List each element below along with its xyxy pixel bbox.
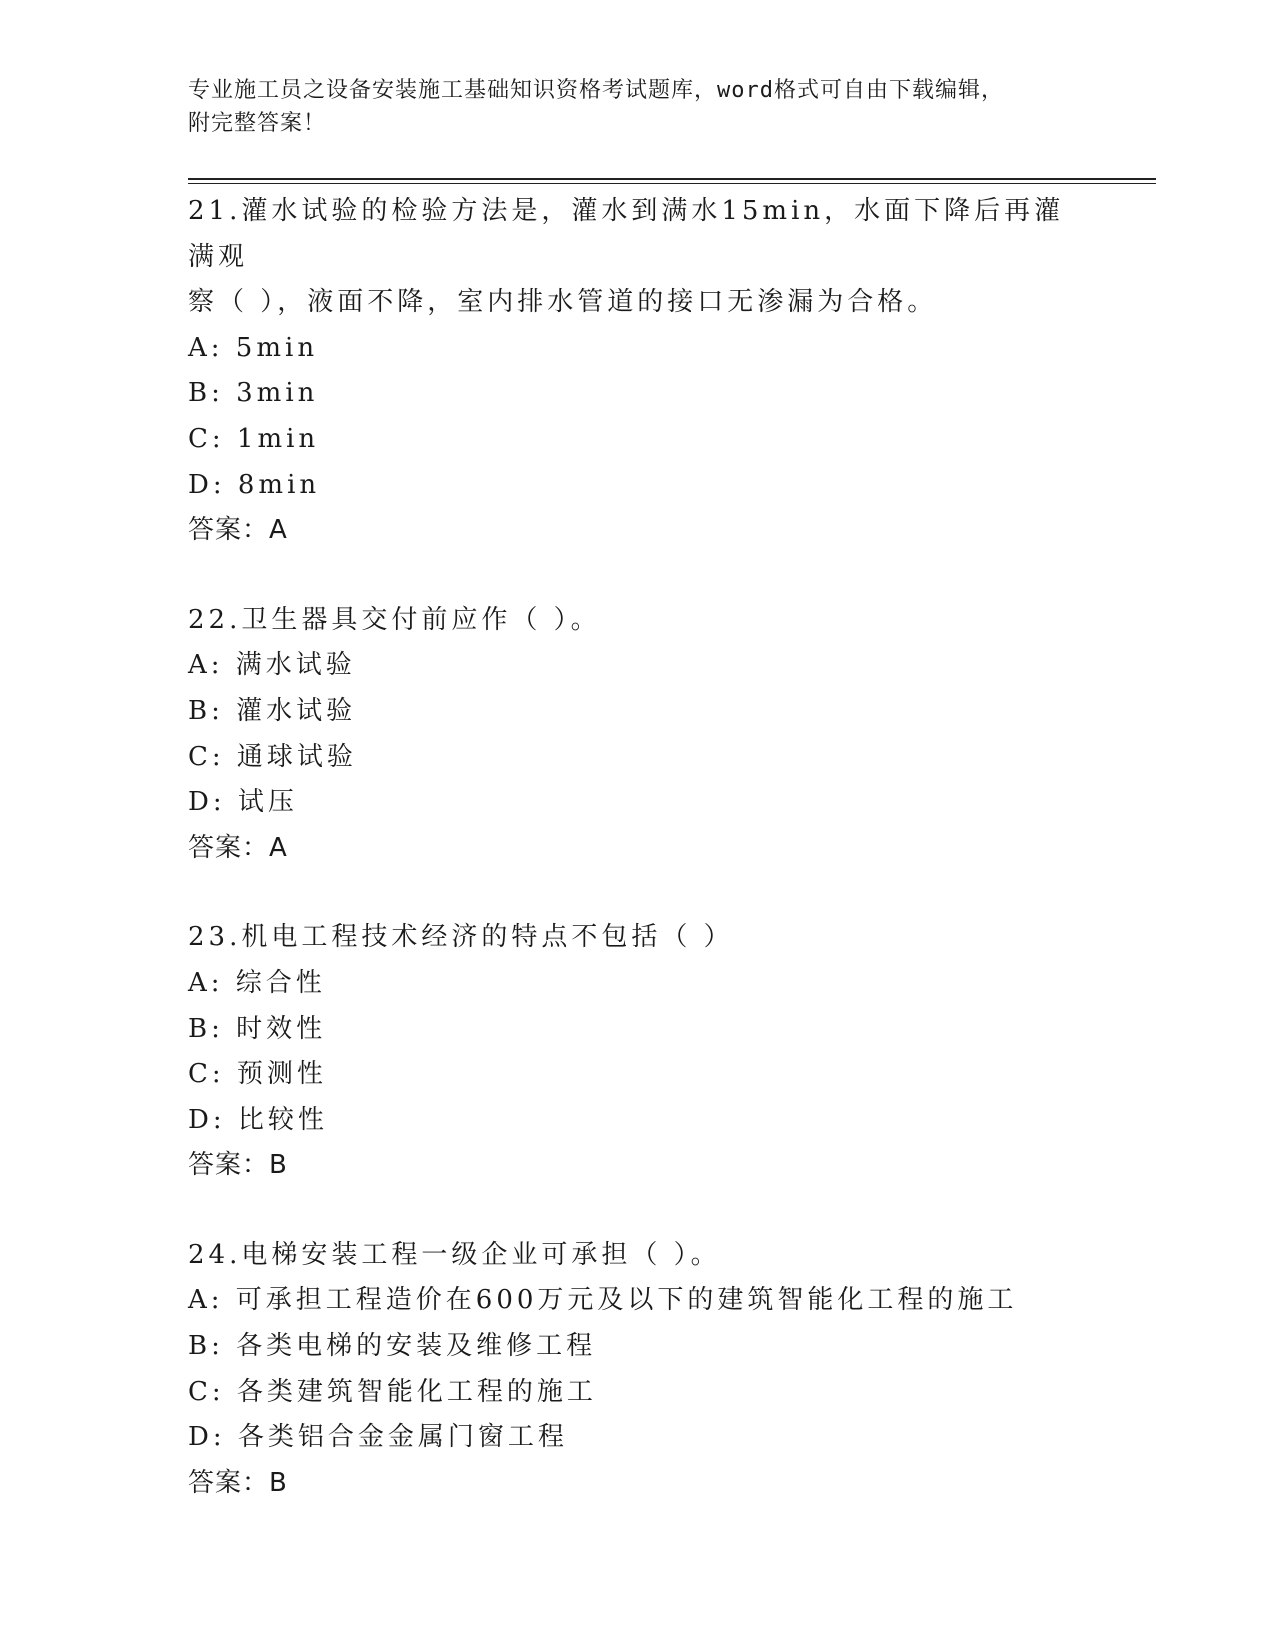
header-line-2: 附完整答案！ — [188, 111, 327, 136]
option-c: C: 预测性 — [188, 1059, 327, 1090]
option-b: B: 时效性 — [188, 1013, 327, 1044]
question-stem-line: 察（ ），液面不降，室内排水管道的接口无渗漏为合格。 — [188, 287, 938, 318]
question-22 — [188, 598, 1088, 872]
question-24 — [188, 1233, 1088, 1507]
header-line-1: 专业施工员之设备安装施工基础知识资格考试题库，word格式可自由下载编辑， — [188, 78, 1004, 103]
option-b: B: 各类电梯的安装及维修工程 — [188, 1331, 597, 1362]
question-stem-line: 23.机电工程技术经济的特点不包括（ ） — [188, 922, 734, 953]
option-c: C: 各类建筑智能化工程的施工 — [188, 1376, 597, 1407]
option-d: D: 8min — [188, 469, 321, 500]
answer-label: 答案：B — [188, 1467, 288, 1498]
option-c: C: 1min — [188, 423, 320, 454]
question-stem-line: 24.电梯安装工程一级企业可承担（ ）。 — [188, 1239, 721, 1270]
option-a: A: 可承担工程造价在600万元及以下的建筑智能化工程的施工 — [188, 1285, 1018, 1316]
answer-label: 答案：B — [188, 1150, 288, 1181]
option-b: B: 灌水试验 — [188, 695, 357, 726]
option-a: A: 满水试验 — [188, 650, 356, 681]
question-stem-line: 21.灌水试验的检验方法是，灌水到满水15min，水面下降后再灌满观 — [188, 196, 1065, 272]
header-divider-thick — [188, 178, 1156, 180]
option-d: D: 试压 — [188, 787, 298, 818]
answer-label: 答案：A — [188, 832, 288, 863]
question-23 — [188, 915, 1088, 1189]
question-stem-line: 22.卫生器具交付前应作（ ）。 — [188, 604, 601, 635]
answer-label: 答案：A — [188, 515, 288, 546]
option-b: B: 3min — [188, 378, 319, 409]
option-d: D: 各类铝合金金属门窗工程 — [188, 1422, 568, 1453]
option-d: D: 比较性 — [188, 1104, 328, 1135]
header-divider-thin — [188, 183, 1156, 184]
question-21 — [188, 189, 1088, 554]
document-header — [188, 74, 1088, 140]
question-list — [188, 189, 1088, 1550]
option-c: C: 通球试验 — [188, 741, 357, 772]
option-a: A: 5min — [188, 332, 319, 363]
option-a: A: 综合性 — [188, 967, 326, 998]
